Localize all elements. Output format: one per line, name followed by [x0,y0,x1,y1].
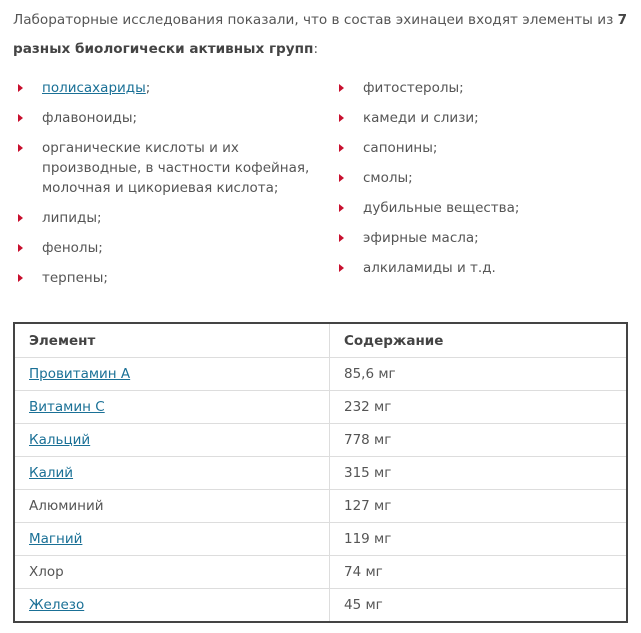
triangle-bullet-icon [18,244,23,252]
active-groups-list-right [338,78,628,288]
triangle-bullet-icon [18,274,23,282]
list-item-text: органические кислоты и их производные, в частности кофейная, молочная и цикориевая кислота; [42,140,310,196]
triangle-bullet-icon [339,204,344,212]
list-item [338,78,628,98]
element-cell [15,457,330,490]
list-item-text: фенолы; [42,240,103,256]
intro-colon: : [313,41,319,57]
triangle-bullet-icon [18,84,23,92]
list-item [17,108,317,128]
element-cell [15,391,330,424]
triangle-bullet-icon [339,264,344,272]
iron-link[interactable]: Железо [29,597,85,613]
triangle-bullet-icon [339,144,344,152]
triangle-bullet-icon [339,84,344,92]
list-item-text: эфирные масла; [363,230,479,246]
header-element: Элемент [15,324,330,358]
list-item [17,138,317,198]
content-cell: 45 мг [344,597,383,613]
element-cell: Хлор [15,556,330,589]
list-item-text: липиды; [42,210,102,226]
table-row [15,556,626,589]
list-item-text: дубильные вещества; [363,200,520,216]
list-item [17,78,317,98]
polysaccharides-link[interactable]: полисахариды [42,80,146,96]
list-item-text: терпены; [42,270,108,286]
list-item-text: флавоноиды; [42,110,138,126]
list-item [338,168,628,188]
list-item-text: камеди и слизи; [363,110,479,126]
magnesium-link[interactable]: Магний [29,531,83,547]
table-row [15,391,626,424]
triangle-bullet-icon [18,114,23,122]
triangle-bullet-icon [18,214,23,222]
list-item [17,268,317,288]
content-cell: 119 мг [330,523,627,556]
intro-paragraph [13,6,628,64]
potassium-link[interactable]: Калий [29,465,74,481]
list-item [338,228,628,248]
list-item-text: смолы; [363,170,413,186]
list-item [338,198,628,218]
element-cell [15,523,330,556]
list-item-text: сапонины; [363,140,438,156]
table-row [15,457,626,490]
provitamin-a-link[interactable]: Провитамин А [29,366,131,382]
triangle-bullet-icon [18,144,23,152]
table-row [15,358,626,391]
header-content: Содержание [330,324,627,358]
content-cell: 778 мг [330,424,627,457]
list-item [17,238,317,258]
list-item [338,258,628,278]
list-item-text: алкиламиды и т.д. [363,260,496,276]
table-header-row [15,324,626,358]
vitamin-c-link[interactable]: Витамин С [29,399,105,415]
composition-table-frame [13,322,628,623]
element-cell: Алюминий [15,490,330,523]
list-item-text: фитостеролы; [363,80,464,96]
triangle-bullet-icon [339,114,344,122]
triangle-bullet-icon [339,174,344,182]
calcium-link[interactable]: Кальций [29,432,91,448]
content-cell: 315 мг [330,457,627,490]
active-groups-list-left [17,78,317,298]
list-item [338,108,628,128]
content-cell: 74 мг [330,556,627,589]
intro-text: Лабораторные исследования показали, что в состав эхинацеи входят элементы из [13,12,618,28]
element-cell [15,589,330,622]
content-cell: 85,6 мг [330,358,627,391]
element-cell [15,424,330,457]
triangle-bullet-icon [339,234,344,242]
table-row [15,490,626,523]
list-item [17,208,317,228]
table-row [15,589,626,622]
composition-table [15,324,626,621]
intro-bold-text: 7 разных биологически активных групп [13,12,628,57]
content-cell: 232 мг [330,391,627,424]
element-cell [15,358,330,391]
table-row [15,523,626,556]
list-item-suffix: ; [145,80,151,96]
list-item [338,138,628,158]
content-cell: 127 мг [330,490,627,523]
table-row [15,424,626,457]
